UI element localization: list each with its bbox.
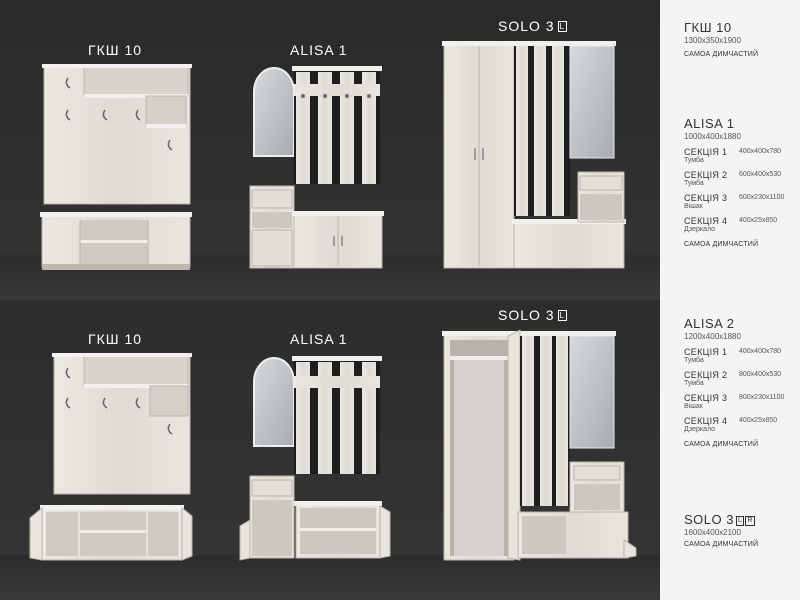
section-sub: Вішак	[684, 403, 703, 410]
floor-bottom	[0, 555, 660, 600]
spec-section	[684, 170, 796, 193]
spec-panel	[660, 0, 800, 600]
alisa1-cabinets-open-bottom	[240, 476, 390, 560]
section-dims: 800x230x1100	[739, 394, 785, 401]
spec-color: САМОА ДИМЧАСТИЙ	[684, 241, 759, 248]
alisa1-cabinets-top	[250, 186, 384, 268]
spec-color: САМОА ДИМЧАСТИЙ	[684, 541, 759, 548]
section-dims: 400x25x850	[739, 417, 778, 424]
alisa1-mirror-bottom	[254, 358, 294, 446]
gksh10-title-top: ГКШ 10	[88, 42, 143, 58]
spec-name: ALISA 1	[684, 116, 735, 131]
alisa1-hanger-bottom	[292, 356, 382, 474]
section-dims: 600x400x530	[739, 171, 782, 178]
gksh10-wall-panel-bottom	[52, 353, 192, 494]
gksh10-wall-panel-top	[42, 64, 192, 204]
alisa1-title-top: ALISA 1	[290, 42, 348, 58]
gksh10-title-bottom: ГКШ 10	[88, 331, 143, 347]
spec-section	[684, 147, 796, 170]
section-dims: 400x400x780	[739, 148, 782, 155]
section-sub: Тумба	[684, 357, 704, 364]
spec-color: САМОА ДИМЧАСТИЙ	[684, 51, 759, 58]
section-dims: 400x400x780	[739, 348, 782, 355]
solo3-wardrobe-top	[442, 41, 626, 268]
spec-color: САМОА ДИМЧАСТИЙ	[684, 441, 759, 448]
variant-box-r: R	[747, 517, 753, 524]
spec-section	[684, 416, 796, 439]
spec-section	[684, 193, 796, 216]
solo3-title-top	[498, 18, 567, 34]
section-label: СЕКЦІЯ 1	[684, 147, 728, 157]
solo3-title-bottom	[498, 307, 567, 323]
spec-alisa1	[684, 116, 796, 248]
spec-section	[684, 393, 796, 416]
spec-dims: 1200x400x1880	[684, 332, 741, 341]
gksh10-bench-top	[40, 212, 192, 270]
section-dims: 400x25x850	[739, 217, 778, 224]
spec-section	[684, 347, 796, 370]
section-label: СЕКЦІЯ 3	[684, 193, 728, 203]
section-sub: Вішак	[684, 203, 703, 210]
section-dims: 600x230x1100	[739, 194, 785, 201]
section-sub: Тумба	[684, 157, 704, 164]
alisa1-hanger-top	[292, 66, 382, 184]
variant-box-l: L	[737, 517, 743, 524]
section-label: СЕКЦІЯ 2	[684, 370, 728, 380]
spec-name: ГКШ 10	[684, 20, 732, 35]
gksh10-bench-open-bottom	[30, 505, 192, 560]
spec-solo3	[684, 512, 796, 548]
section-dims: 800x400x530	[739, 371, 782, 378]
spec-alisa2	[684, 316, 796, 448]
section-label: СЕКЦІЯ 4	[684, 416, 728, 426]
solo3-variant-box: L	[559, 22, 566, 31]
spec-dims: 1000x400x1880	[684, 132, 741, 141]
solo3-wardrobe-open-bottom	[442, 330, 636, 560]
spec-section	[684, 370, 796, 393]
section-label: СЕКЦІЯ 2	[684, 170, 728, 180]
section-label: СЕКЦІЯ 1	[684, 347, 728, 357]
solo3-title-text: SOLO 3	[498, 307, 555, 323]
alisa1-mirror-top	[254, 68, 294, 156]
spec-name-text: SOLO 3	[684, 512, 734, 527]
spec-section	[684, 216, 796, 239]
section-sub: Дзеркало	[684, 226, 716, 233]
spec-dims: 1600x400x2100	[684, 528, 741, 537]
section-sub: Тумба	[684, 180, 704, 187]
spec-name: ALISA 2	[684, 316, 735, 331]
solo3-variant-box: L	[559, 311, 566, 320]
section-label: СЕКЦІЯ 4	[684, 216, 728, 226]
spec-gksh10	[684, 20, 796, 58]
section-label: СЕКЦІЯ 3	[684, 393, 728, 403]
section-sub: Дзеркало	[684, 426, 716, 433]
solo3-title-text: SOLO 3	[498, 18, 555, 34]
spec-name	[684, 512, 796, 527]
spec-dims: 1300x350x1900	[684, 36, 741, 45]
section-sub: Тумба	[684, 380, 704, 387]
alisa1-title-bottom: ALISA 1	[290, 331, 348, 347]
